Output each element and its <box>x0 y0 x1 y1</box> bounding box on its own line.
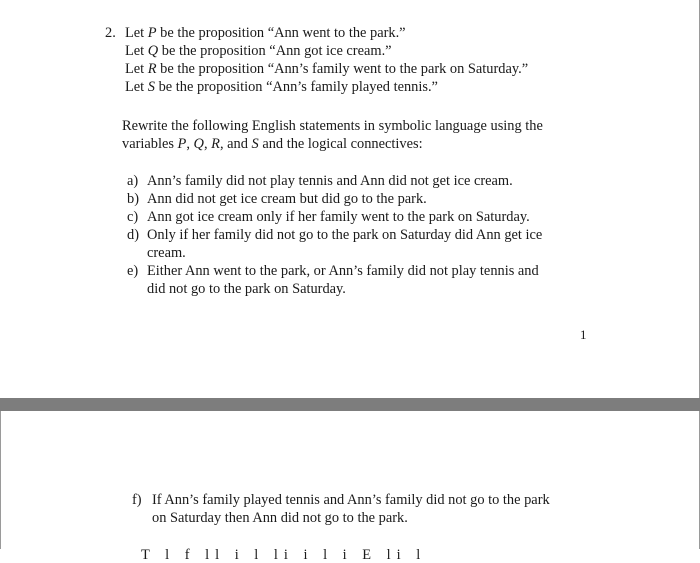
item-b-letter: b) <box>127 191 139 207</box>
instruction-line-1: Rewrite the following English statements in symbolic language using the <box>122 118 543 134</box>
definition-r: Let R be the proposition “Ann’s family went to the park on Saturday.” <box>125 61 529 77</box>
item-d-text-line-2: cream. <box>147 245 186 261</box>
variable-p: P <box>147 25 157 41</box>
item-d-text-line-1: Only if her family did not go to the park on Saturday did Ann get ice <box>147 227 543 243</box>
page-number: 1 <box>580 327 587 342</box>
item-a-text: Ann’s family did not play tennis and Ann did not get ice cream. <box>147 173 513 189</box>
item-c-letter: c) <box>127 209 139 225</box>
item-f-text-line-2: on Saturday then Ann did not go to the park. <box>152 510 408 526</box>
instruction-line-2: variables P, Q, R, and S and the logical connectives: <box>122 136 423 152</box>
variable-q: Q <box>147 43 159 59</box>
problem-number: 2. <box>105 25 116 41</box>
cutoff-text-line: T l f ll i l li i l i E li l <box>141 547 427 563</box>
item-e-text-line-2: did not go to the park on Saturday. <box>147 281 346 297</box>
item-f-letter: f) <box>132 492 142 508</box>
page-2 <box>0 411 700 563</box>
item-b-text: Ann did not get ice cream but did go to the park. <box>147 191 427 207</box>
item-e-text-line-1: Either Ann went to the park, or Ann’s family did not play tennis and <box>147 263 539 279</box>
item-f-text-line-1: If Ann’s family played tennis and Ann’s family did not go to the park <box>152 492 550 508</box>
definition-p: Let P be the proposition “Ann went to the park.” <box>125 25 406 41</box>
item-a-letter: a) <box>127 173 139 189</box>
variable-r: R <box>147 61 157 77</box>
definition-s: Let S be the proposition “Ann’s family played tennis.” <box>125 79 438 95</box>
variable-s: S <box>147 79 155 95</box>
page-separator <box>0 398 700 411</box>
item-e-letter: e) <box>127 263 139 279</box>
definition-q: Let Q be the proposition “Ann got ice cream.” <box>125 43 392 59</box>
item-d-letter: d) <box>127 227 139 243</box>
item-c-text: Ann got ice cream only if her family went to the park on Saturday. <box>147 209 530 225</box>
